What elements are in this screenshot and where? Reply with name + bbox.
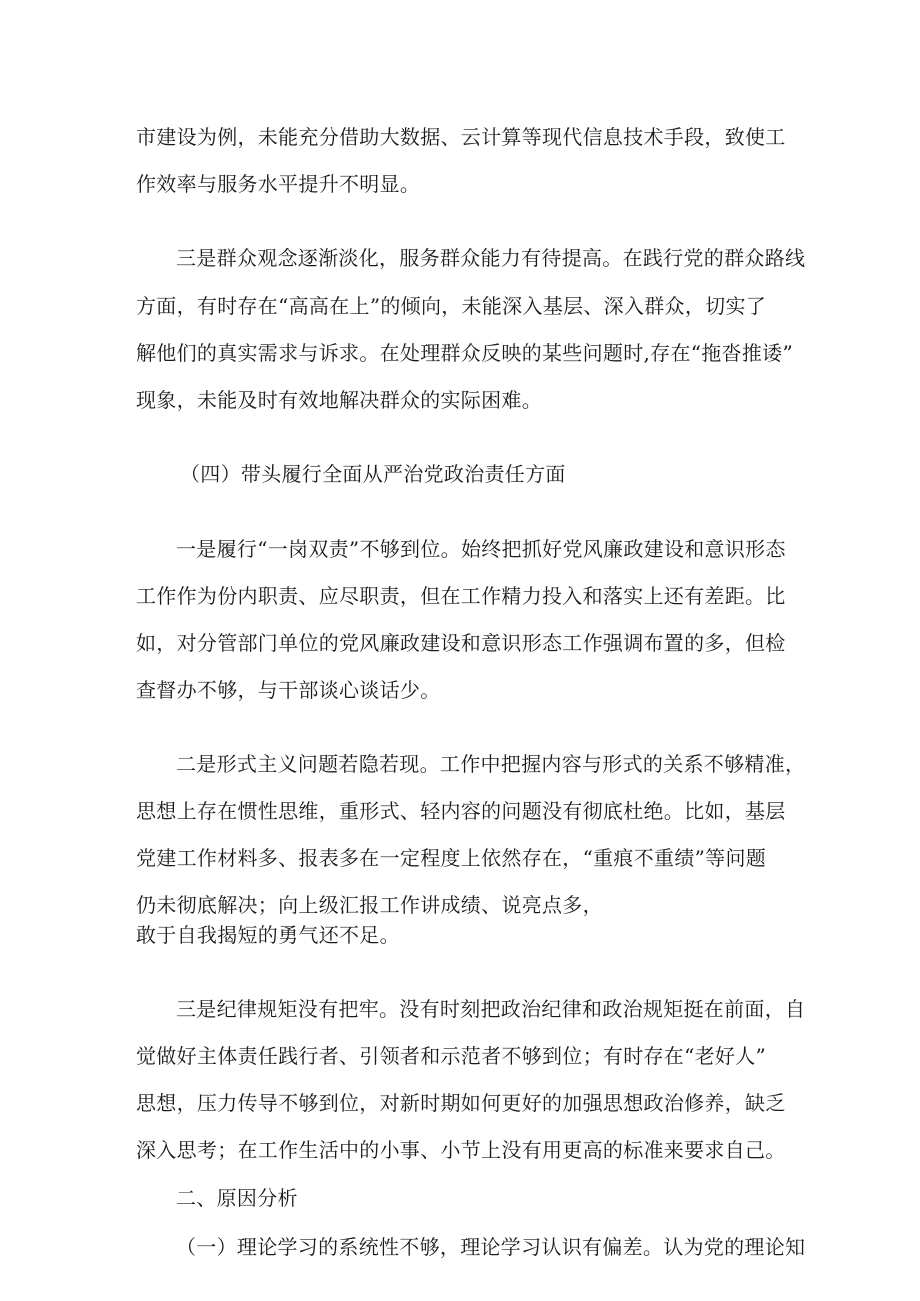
text-line: 敢于自我揭短的勇气还不足。 (136, 923, 400, 947)
text-line: 思想，压力传导不够到位，对新时期如何更好的加强思想政治修养，缺乏 (136, 1091, 786, 1115)
text-line: 思想上存在惯性思维，重形式、轻内容的问题没有彻底杜绝。比如，基层 (136, 799, 786, 823)
text-line: 作效率与服务水平提升不明显。 (136, 172, 421, 196)
section-heading: （四）带头履行全面从严治党政治责任方面 (180, 462, 566, 486)
text-line: 查督办不够，与干部谈心谈话少。 (136, 678, 441, 702)
text-line: 工作作为份内职责、应尽职责，但在工作精力投入和落实上还有差距。比 (136, 584, 786, 608)
text-line: 方面，有时存在“高高在上”的倾向，未能深入基层、深入群众，切实了 (136, 294, 767, 318)
text-line: 市建设为例，未能充分借助大数据、云计算等现代信息技术手段，致使工 (136, 125, 786, 149)
text-line: 深入思考；在工作生活中的小事、小节上没有用更高的标准来要求自己。 (136, 1138, 786, 1162)
text-line: 三是纪律规矩没有把牢。没有时刻把政治纪律和政治规矩挺在前面，自 (176, 997, 806, 1021)
text-line: 觉做好主体责任践行者、引领者和示范者不够到位；有时存在“老好人” (136, 1044, 767, 1068)
text-line: 党建工作材料多、报表多在一定程度上依然存在，“重痕不重绩”等问题 (136, 846, 767, 870)
section-heading: 二、原因分析 (176, 1186, 298, 1210)
text-line: 三是群众观念逐渐淡化，服务群众能力有待提高。在践行党的群众路线 (176, 246, 806, 270)
text-line: 现象，未能及时有效地解决群众的实际困难。 (136, 388, 542, 412)
text-line: （一）理论学习的系统性不够，理论学习认识有偏差。认为党的理论知 (176, 1235, 806, 1259)
text-line: 一是履行“一岗双责”不够到位。始终把抓好党风廉政建设和意识形态 (176, 537, 786, 561)
text-line: 解他们的真实需求与诉求。在处理群众反映的某些问题时,存在“拖沓推诿” (136, 341, 794, 365)
text-line: 二是形式主义问题若隐若现。工作中把握内容与形式的关系不够精准， (176, 752, 806, 776)
text-line: 仍未彻底解决；向上级汇报工作讲成绩、说亮点多， (136, 893, 603, 917)
text-line: 如，对分管部门单位的党风廉政建设和意识形态工作强调布置的多，但检 (136, 631, 786, 655)
